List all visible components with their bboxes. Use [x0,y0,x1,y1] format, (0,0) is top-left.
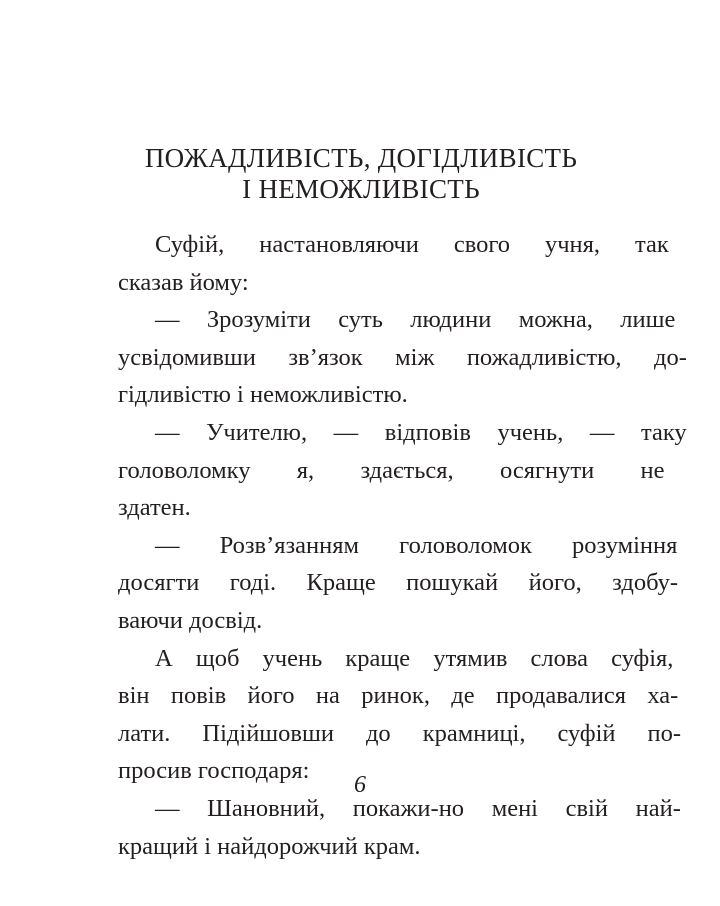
paragraph [118,301,687,414]
page-number: 6 [354,772,366,798]
text-line: — Розв’язанням головоломок розуміння [155,531,678,559]
paragraph [118,790,681,865]
chapter-title-line-2: І НЕМОЖЛИВІСТЬ [242,174,480,204]
text-line: головоломку я, здається, осягнути не [118,456,665,484]
text-line: усвідомивши зв’язок між пожадливістю, до- [118,343,687,371]
text-line: сказав йому: [118,268,249,296]
paragraph [118,640,682,790]
text-line: лати. Підійшовши до крамниці, суфій по- [118,719,682,747]
paragraph [118,527,679,640]
text-line: — Зрозуміти суть людини можна, лише [155,306,676,334]
paragraph [118,414,687,527]
text-line: А щоб учень краще утямив слова суфія, [155,644,674,672]
text-line: — Учителю, — відповів учень, — таку [155,418,687,446]
text-line: ваючи досвід. [118,606,263,634]
text-line: — Шановний, покажи-но мені свій най- [155,794,681,822]
paragraph [118,226,669,301]
text-line: кращий і найдорожчий крам. [118,832,421,860]
text-line: просив господаря: [118,757,310,785]
body-text [118,226,687,865]
text-line: Суфій, настановляючи свого учня, так [155,231,669,258]
chapter-title [60,143,662,205]
text-line: досягти годі. Краще пошукай його, здобу- [118,569,679,597]
chapter-title-line-1: ПОЖАДЛИВІСТЬ, ДОГІДЛИВІСТЬ [144,143,578,173]
text-line: здатен. [118,494,191,522]
text-line: він повів його на ринок, де продавалися ха- [118,682,679,710]
text-line: гідливістю і неможливістю. [118,381,408,409]
